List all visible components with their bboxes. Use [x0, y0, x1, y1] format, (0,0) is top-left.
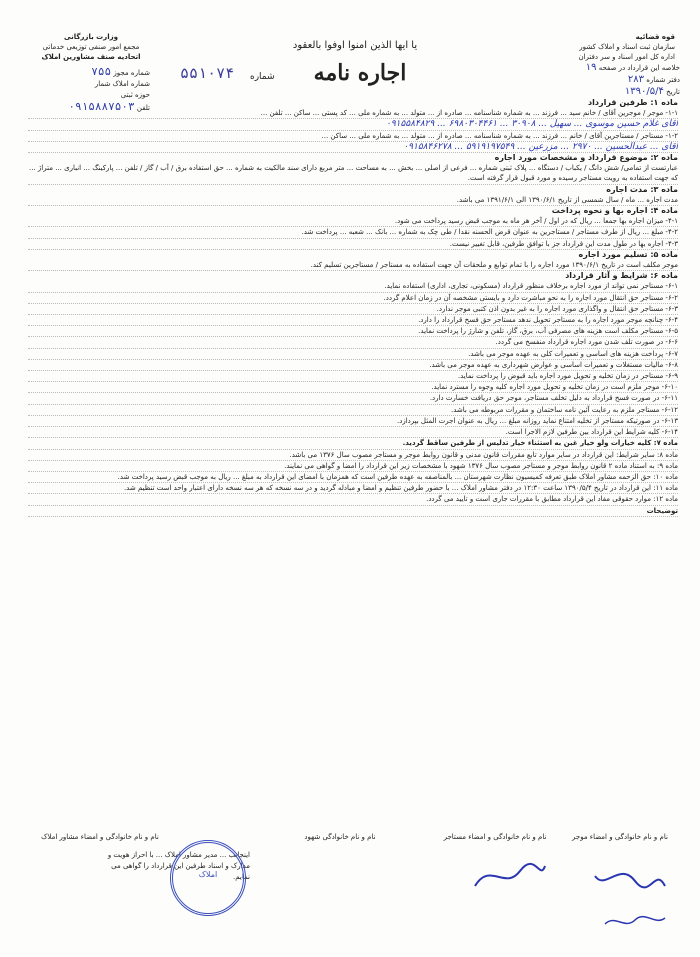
- article-6-item: ۶-۹- مستاجر در زمان تخلیه و تحویل مورد اجاره باید قبوض را پرداخت نماید.: [28, 371, 678, 382]
- article-6-item: ۶-۱۳- در صورتیکه مستاجر از تخلیه امتناع نماید روزانه مبلغ ... ریال به عنوان اجرت المثل بپردازد.: [28, 416, 678, 427]
- article-12: ماده ۱۲: موارد حقوقی مفاد این قرارداد مطابق با مقررات جاری است و تایید می گردد.: [28, 494, 678, 505]
- agent-signature-label: نام و نام خانوادگی و امضاء مشاور املاک: [41, 833, 159, 841]
- org-line: وزارت بازرگانی: [63, 33, 118, 41]
- date-value: ۱۳۹۰/۵/۴: [624, 86, 664, 97]
- header-right-org: [555, 32, 675, 62]
- article-3-title: ماده ۳: مدت اجاره: [606, 184, 678, 194]
- number-label: شماره: [250, 72, 275, 82]
- article-6-item: ۶-۱۴- کلیه شرایط این قرارداد بین طرفین لازم الاجرا است.: [28, 427, 678, 438]
- article-5-text: موجر مکلف است در تاریخ ۱۳۹۰/۶/۱ مورد اجاره را با تمام توابع و ملحقات آن جهت استفاده به مستاجر / مستاجرین تسلیم کند.: [28, 260, 678, 271]
- article-2-title: ماده ۲: موضوع قرارداد و مشخصات مورد اجاره: [494, 153, 678, 163]
- org-line: سازمان ثبت اسناد و املاک کشور: [579, 43, 675, 51]
- article-1-1-handwriting: آقای غلام حسین موسوی ... سهیل ... ۳۰۹۰۸ ... ۶۹۸۰۳۰۴۴۶۱ ... ۰۹۱۵۵۸۴۸۲۹: [28, 119, 678, 130]
- field-label: دفتر شماره: [646, 76, 680, 84]
- lessee-signature-label: نام و نام خانوادگی و امضاء مستاجر: [443, 833, 547, 841]
- field-label: تاریخ: [666, 88, 680, 96]
- article-6-item: ۶-۴- چنانچه موجر مورد اجاره را به مستاجر تحویل ندهد مستاجر حق فسخ قرارداد را دارد.: [28, 315, 678, 326]
- book-value: ۲۸۳: [627, 74, 644, 85]
- article-7: ماده ۷: کلیه خیارات ولو خیار غبن به استثناء خیار تدلیس از طرفین ساقط گردید.: [28, 438, 678, 449]
- article-1-1: ۱-۱- موجر / موجرین آقای / خانم سید ... فرزند ... به شماره شناسنامه ... صادره از ... متولد ... به شماره ملی ... کد پستی ... ساکن ... تلفن ...: [28, 108, 678, 119]
- article-6-item: ۶-۶- در صورت تلف شدن مورد اجاره قرارداد منفسخ می گردد.: [28, 337, 678, 348]
- article-6-title: ماده ۶: شرایط و آثار قرارداد: [565, 271, 678, 281]
- field-label: شماره املاک شمار: [94, 80, 150, 88]
- field-label: خلاصه این قرارداد در صفحه: [598, 64, 680, 72]
- article-6-item: ۶-۵- مستاجر مکلف است هزینه های مصرفی آب، برق، گاز، تلفن و شارژ را پرداخت نماید.: [28, 326, 678, 337]
- article-4-3: ۴-۳- اجاره بها در طول مدت این قرارداد جز با توافق طرفین، قابل تغییر نیست.: [28, 239, 678, 250]
- article-6-item: ۶-۷- پرداخت هزینه های اساسی و تعمیرات کلی به عهده موجر می باشد.: [28, 349, 678, 360]
- article-4-1: ۴-۱- میزان اجاره بها جمعا ... ریال که در اول / آخر هر ماه به موجب قبض رسید پرداخت می شود.: [28, 216, 678, 227]
- agency-stamp: [170, 840, 246, 916]
- article-6-item: ۶-۱- مستاجر نمی تواند از مورد اجاره برخلاف منظور قرارداد (مسکونی، تجاری، اداری) استفاده نماید.: [28, 281, 678, 292]
- article-1-2: ۱-۲- مستاجر / مستاجرین آقای / خانم ... فرزند ... به شماره شناسنامه ... صادره از ... متولد ... به شماره ملی ... ساکن ...: [28, 131, 678, 142]
- org-line: قوه قضائیه: [635, 33, 675, 41]
- article-2-text: عبارتست از تمامی/ شش دانگ / یکباب / دستگاه ... پلاک ثبتی شماره ... فرعی از اصلی ... بخش ... به مساحت ... متر مربع دارای سند مالکیت به شماره ... حق استفاده برق / آب / گاز / تلفن ... پارکینگ ... انباری ... متراژ ... که جهت استفاده به رویت مستاجر رسیده و مورد قبول قرار گرفته است.: [28, 163, 678, 184]
- lessor-signature-label: نام و نام خانوادگی و امضاء موجر: [572, 833, 668, 841]
- handwritten-note: [600, 912, 670, 932]
- document-number: ۵۵۱۰۷۴: [180, 64, 235, 82]
- lessor-signature: [590, 856, 670, 896]
- article-6-item: ۶-۱۲- مستاجر ملزم به رعایت آئین نامه ساختمان و مقررات مربوطه می باشد.: [28, 405, 678, 416]
- article-8: ماده ۸: سایر شرایط: این قرارداد در سایر موارد تابع مقررات قانون مدنی و قانون روابط موجر و مستاجر مصوب سال ۱۳۷۶ می باشد.: [28, 450, 678, 461]
- article-6-item: ۶-۱۱- در صورت فسخ قرارداد به دلیل تخلف مستاجر، موجر حق دریافت خسارت دارد.: [28, 393, 678, 404]
- article-4-2: ۴-۲- مبلغ ... ریال از طرف مستاجر / مستاجرین به عنوان قرض الحسنه نقدا / طی چک به شماره ... بانک ... شعبه ... پرداخت شد.: [28, 227, 678, 238]
- article-6-item: ۶-۳- مستاجر حق انتقال و واگذاری مورد اجاره را به غیر بدون اذن کتبی موجر ندارد.: [28, 304, 678, 315]
- article-6-item: ۶-۸- مالیات مستغلات و تعمیرات اساسی و عوارض شهرداری به عهده موجر می باشد.: [28, 360, 678, 371]
- org-line: اتحادیه صنف مشاورین املاک: [41, 53, 141, 61]
- bismillah: یا ایها الذین امنوا اوفوا بالعقود: [292, 40, 418, 51]
- article-10: ماده ۱۰: حق الزحمه مشاور املاک طبق تعرفه کمیسیون نظارت شهرستان ... بالمناصفه به عهده طرفین است که همزمان با امضای این قرارداد به مبلغ ... ریال به موجب قبض رسید پرداخت شد.: [28, 472, 678, 483]
- article-4-title: ماده ۴: اجاره بها و نحوه پرداخت: [551, 206, 678, 216]
- field-label: حوزه ثبتی: [120, 91, 150, 99]
- header-right-fields: [560, 62, 680, 98]
- org-line: مجمع امور صنفی توزیعی خدماتی: [42, 43, 140, 51]
- article-5-title: ماده ۵: تسلیم مورد اجاره: [578, 249, 678, 259]
- phone-number: ۰۹۱۵۸۸۷۵۰۳: [68, 100, 135, 113]
- document-title: اجاره نامه: [313, 60, 407, 86]
- witness-signature-label: نام و نام خانوادگی شهود: [304, 833, 376, 841]
- article-6-item: ۶-۱۰- موجر ملزم است در زمان تخلیه و تحویل مورد اجاره کلیه وجوه را مسترد نماید.: [28, 382, 678, 393]
- article-1-title: ماده ۱: طرفین قرارداد: [588, 98, 678, 107]
- org-line: اداره کل امور اسناد و سر دفتران: [578, 53, 675, 61]
- field-label: شماره مجوز: [113, 69, 150, 77]
- agent-certification: اینجانب ... مدیر مشاور املاک ... با احراز هویت و مدارک و اسناد طرفین این قرارداد را گواهی می نمایم.: [107, 851, 250, 881]
- article-3-text: مدت اجاره ... ماه / سال شمسی از تاریخ ۱۳۹۰/۶/۱ الی ۱۳۹۱/۶/۱ می باشد.: [28, 195, 678, 206]
- article-6-item: ۶-۲- مستاجر حق انتقال مورد اجاره را به نحو مباشرت دارد و بایستی مشخصه آن در زمان اعلام گردد.: [28, 293, 678, 304]
- field-label: تلفن: [136, 104, 150, 112]
- article-6-list: [28, 281, 678, 438]
- article-9: ماده ۹: به استناد ماده ۲ قانون روابط موجر و مستاجر مصوب سال ۱۳۷۶ شهود با مشخصات زیر این قرارداد را امضا و گواهی می نمایند.: [28, 461, 678, 472]
- page-value: ۱۹: [585, 62, 597, 73]
- notes-label: توضیحات: [28, 506, 678, 517]
- header-left-org: [36, 32, 146, 62]
- contract-body: [28, 98, 678, 517]
- lessee-signature: [470, 856, 550, 896]
- stamp-text: املاک: [198, 870, 218, 879]
- article-1-2-handwriting: آقای ... عبدالحسین ... ۲۹۷۰ ... مزرعین ... ۵۹۱۹۱۹۷۵۴۹ ... ۰۹۱۵۸۴۶۲۷۸: [28, 142, 678, 153]
- license-number: ۷۵۵: [91, 65, 112, 78]
- article-11: ماده ۱۱: این قرارداد در تاریخ ۱۳۹۰/۵/۴ ساعت ۱۲:۳۰ در دفتر مشاور املاک ... با حضور طرفین تنظیم و امضا و مبادله گردید و در سه نسخه که هر سه نسخه دارای اعتبار واحد است تنظیم شد.: [28, 483, 678, 494]
